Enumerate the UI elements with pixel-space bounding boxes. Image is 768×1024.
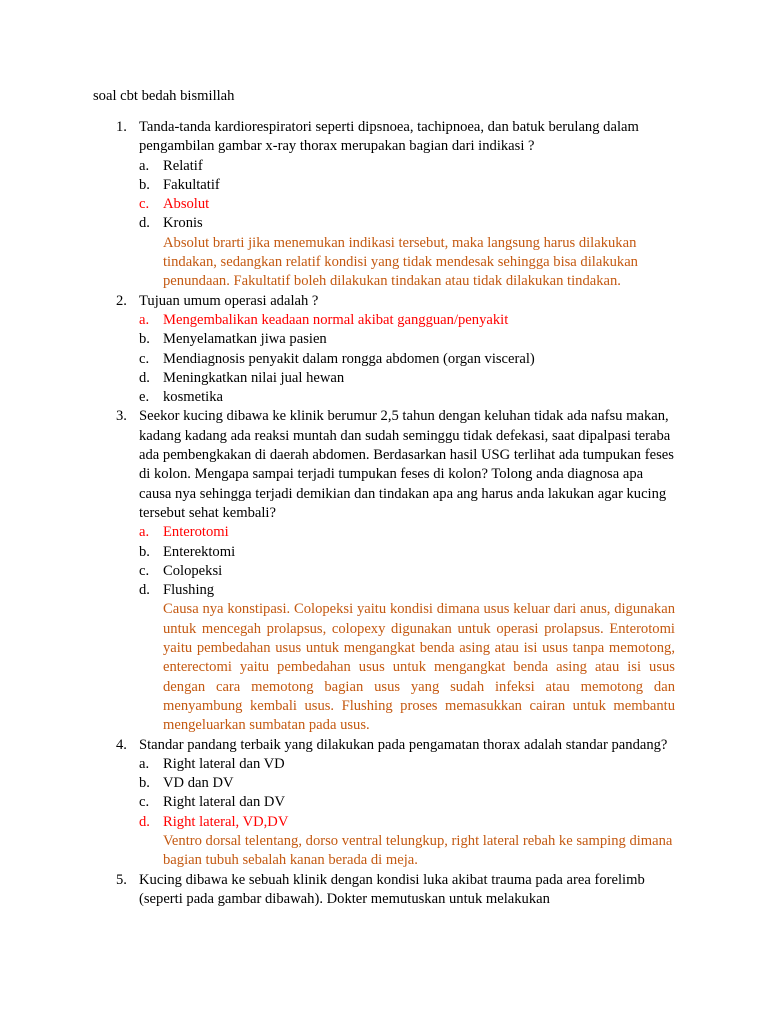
- option-b: [0, 774, 768, 793]
- question-5: [0, 871, 768, 910]
- option-letter: b.: [139, 543, 150, 560]
- option-text: Right lateral dan VD: [163, 755, 285, 772]
- question-number: 5.: [116, 871, 127, 888]
- option-letter: a.: [139, 524, 150, 541]
- option-text: Absolut: [163, 196, 210, 213]
- question-2: [0, 292, 768, 408]
- option-text: Kronis: [163, 215, 203, 232]
- question-3: [0, 407, 768, 735]
- option-text: Enterektomi: [163, 543, 236, 560]
- option-a: [0, 157, 768, 176]
- option-text: Relatif: [163, 157, 203, 174]
- answer-explanation: Ventro dorsal telentang, dorso ventral telungkup, right lateral rebah ke samping dimana bagian tubuh sebalah kanan berada di meja.: [163, 832, 673, 869]
- option-letter: d.: [139, 582, 150, 599]
- option-d-correct-answer: [0, 813, 768, 832]
- option-a: [0, 755, 768, 774]
- option-text: Right lateral dan DV: [163, 794, 285, 811]
- option-letter: b.: [139, 775, 150, 792]
- option-letter: c.: [139, 562, 150, 579]
- option-text: VD dan DV: [163, 775, 234, 792]
- option-letter: a.: [139, 157, 150, 174]
- question-number: 1.: [116, 119, 127, 135]
- option-list: [0, 523, 768, 600]
- option-list: [0, 755, 768, 832]
- option-b: [0, 176, 768, 195]
- option-text: Colopeksi: [163, 562, 223, 579]
- option-text: Mendiagnosis penyakit dalam rongga abdomen (organ visceral): [163, 350, 535, 367]
- option-letter: c.: [139, 196, 150, 213]
- answer-explanation: Causa nya konstipasi. Colopeksi yaitu kondisi dimana usus keluar dari anus, digunakan untuk mencegah prolapsus, colopexy digunakan untuk operasi prolapsus. Enterotomi yaitu pembedahan usus untuk mengangkat benda asing atau isi usus tanpa memotong, enterectomi yaitu pembedahan usus untuk mengangkat benda asing atau isi usus dengan cara memotong bagian usus yang sudah infeksi atau memotong dan menyambung kembali usus. Flushing proses memasukkan cairan untuk membantu mengeluarkan sumbatan pada usus.: [163, 601, 675, 734]
- question-text: Seekor kucing dibawa ke klinik berumur 2,5 tahun dengan keluhan tidak ada nafsu makan, kadang kadang ada reaksi muntah dan sudah seminggu tidak defekasi, saat dipalpasi teraba ada pembengkakan di daerah abdomen. Berdasarkan hasil USG terlihat ada tumpukan feses di kolon. Mengapa sampai terjadi tumpukan feses di kolon? Tolong anda diagnosa apa causa nya sehingga terjadi demikian dan tindakan apa ang harus anda lakukan agar kucing tersebut sehat kembali?: [139, 408, 674, 521]
- question-text: Tujuan umum operasi adalah ?: [139, 292, 319, 309]
- option-letter: e.: [139, 389, 150, 406]
- option-a-correct-answer: [0, 523, 768, 542]
- question-4: [0, 736, 768, 871]
- option-list: [0, 157, 768, 234]
- document-title: soal cbt bedah bismillah: [93, 88, 235, 104]
- option-letter: c.: [139, 794, 150, 811]
- question-list: [0, 118, 768, 909]
- option-d: [0, 581, 768, 600]
- option-letter: b.: [139, 331, 150, 348]
- question-text: Tanda-tanda kardiorespiratori seperti dipsnoea, tachipnoea, dan batuk berulang dalam pengambilan gambar x-ray thorax merupakan bagian dari indikasi ?: [139, 119, 639, 155]
- option-text: Right lateral, VD,DV: [163, 813, 289, 830]
- option-c: [0, 350, 768, 369]
- option-letter: c.: [139, 350, 150, 367]
- option-b: [0, 543, 768, 562]
- option-list: [0, 311, 768, 407]
- option-text: Enterotomi: [163, 524, 229, 541]
- question-number: 3.: [116, 408, 127, 425]
- option-letter: b.: [139, 176, 150, 193]
- option-letter: d.: [139, 369, 150, 386]
- option-text: kosmetika: [163, 389, 223, 406]
- option-c: [0, 562, 768, 581]
- option-c-correct-answer: [0, 195, 768, 214]
- option-text: Meningkatkan nilai jual hewan: [163, 369, 345, 386]
- option-d: [0, 214, 768, 233]
- option-letter: d.: [139, 813, 150, 830]
- question-number: 4.: [116, 736, 127, 753]
- option-text: Flushing: [163, 582, 215, 599]
- answer-explanation: Absolut brarti jika menemukan indikasi tersebut, maka langsung harus dilakukan tindakan, sedangkan relatif kondisi yang tidak mendesak sehingga bisa dilakukan penundaan. Fakultatif boleh dilakukan tindakan atau tidak dilakukan tindakan.: [163, 234, 638, 290]
- option-e: [0, 388, 768, 407]
- option-a-correct-answer: [0, 311, 768, 330]
- option-text: Mengembalikan keadaan normal akibat gangguan/penyakit: [163, 311, 509, 328]
- option-text: Fakultatif: [163, 176, 220, 193]
- option-letter: a.: [139, 755, 150, 772]
- option-d: [0, 369, 768, 388]
- question-number: 2.: [116, 292, 127, 309]
- option-letter: a.: [139, 311, 150, 328]
- question-1: [0, 118, 768, 292]
- question-text: Standar pandang terbaik yang dilakukan pada pengamatan thorax adalah standar pandang?: [139, 736, 668, 753]
- option-c: [0, 793, 768, 812]
- option-text: Menyelamatkan jiwa pasien: [163, 331, 327, 348]
- option-letter: d.: [139, 215, 150, 232]
- option-b: [0, 330, 768, 349]
- question-text: Kucing dibawa ke sebuah klinik dengan kondisi luka akibat trauma pada area forelimb (seperti pada gambar dibawah). Dokter memutuskan untuk melakukan: [139, 871, 645, 907]
